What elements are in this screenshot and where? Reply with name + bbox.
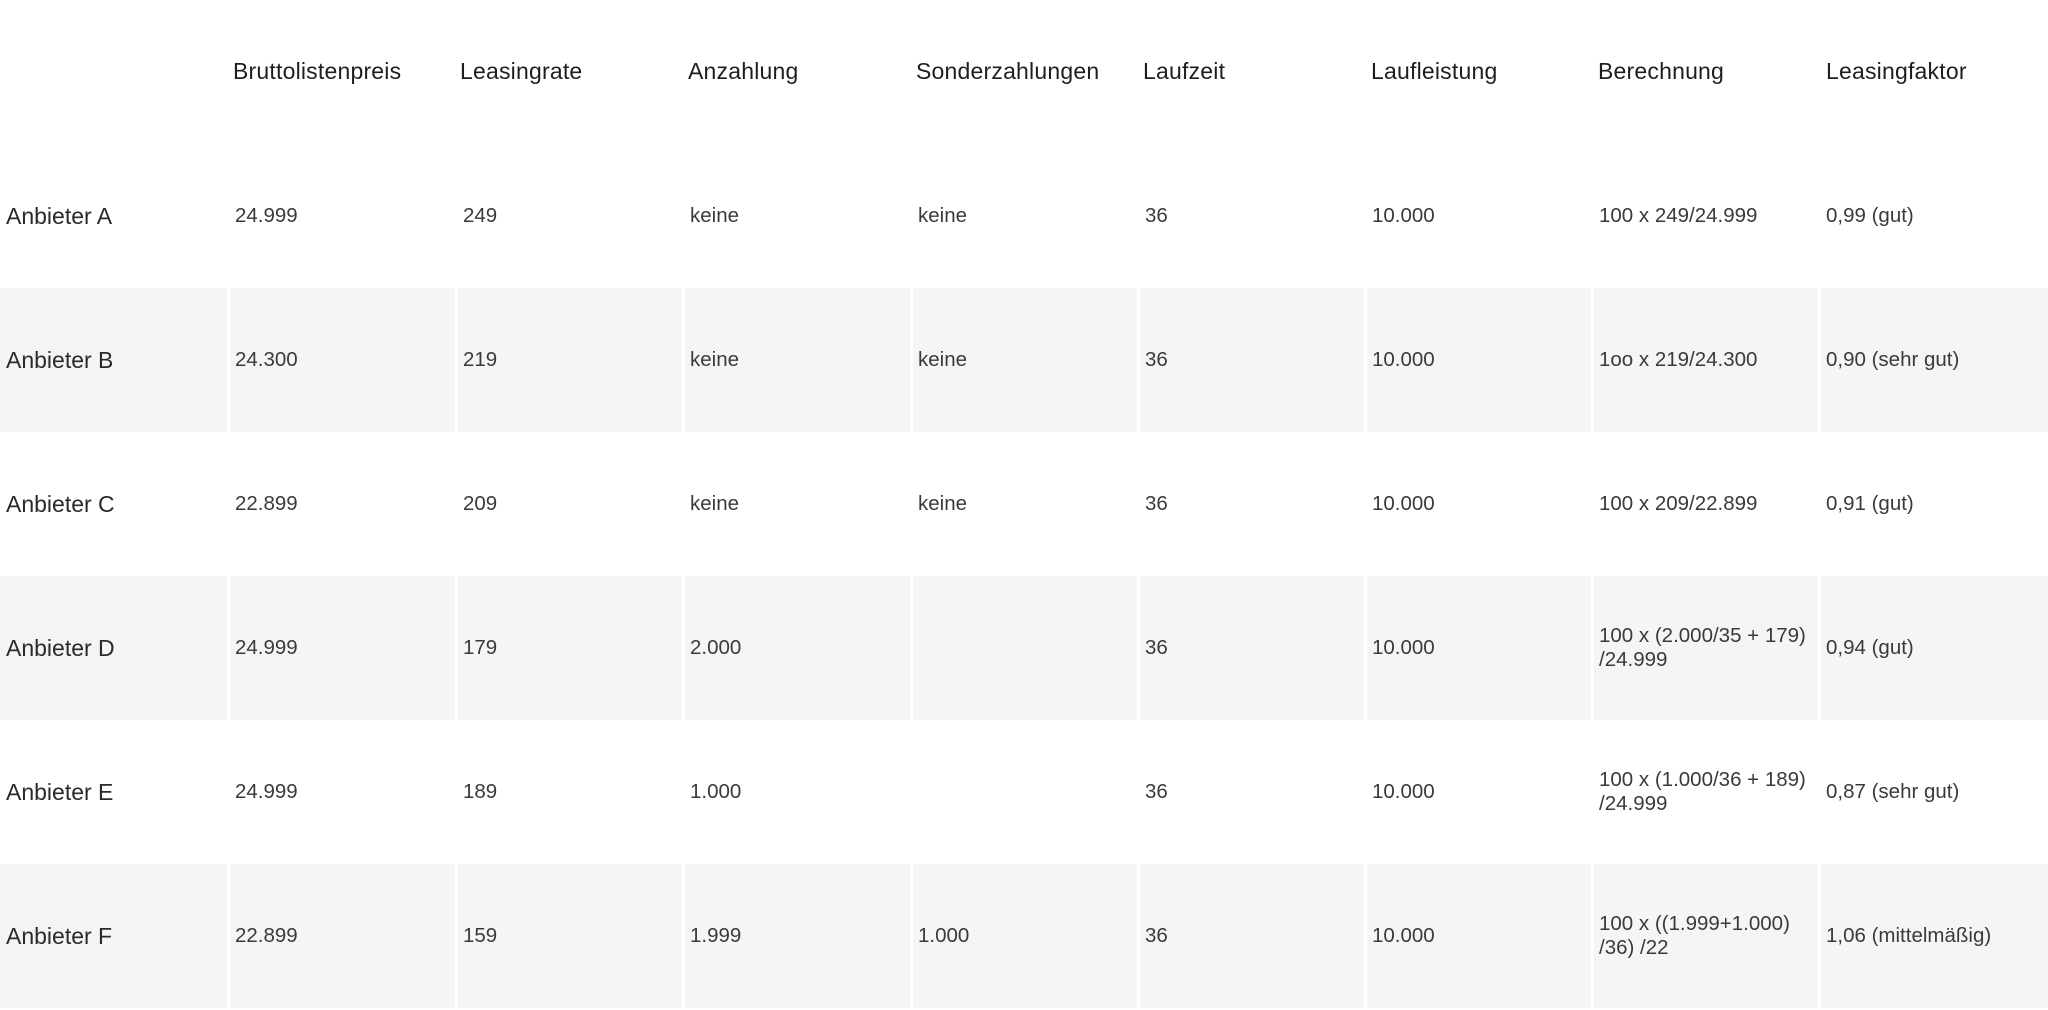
column-header-anzahlung: Anzahlung (688, 58, 799, 84)
cell-laufzeit: 36 (1140, 864, 1364, 1008)
cell-leasingfaktor: 0,87 (sehr gut) (1826, 780, 1960, 803)
cell-laufzeit: 36 (1145, 204, 1168, 227)
cell-sonderzahlungen: keine (918, 492, 968, 515)
cell-anzahlung: keine (690, 204, 740, 227)
column-header-berechnung: Berechnung (1598, 58, 1725, 84)
row-label-anbieter: Anbieter F (0, 864, 227, 1008)
column-header-laufzeit: Laufzeit (1143, 58, 1226, 84)
cell-laufzeit: 36 (1140, 288, 1364, 432)
row-label-anbieter: Anbieter A (6, 203, 113, 229)
table-header-row (0, 0, 2048, 144)
row-label-anbieter: Anbieter E (6, 779, 114, 805)
cell-leasingrate: 219 (458, 288, 682, 432)
cell-bruttolistenpreis: 24.999 (235, 204, 298, 227)
cell-leasingrate: 189 (463, 780, 498, 803)
cell-berechnung: 100 x 209/22.899 (1599, 492, 1758, 515)
column-header-leasingrate: Leasingrate (460, 58, 583, 84)
cell-laufleistung: 10.000 (1367, 288, 1591, 432)
cell-leasingfaktor: 0,90 (sehr gut) (1821, 288, 2048, 432)
cell-sonderzahlungen: 1.000 (913, 864, 1137, 1008)
cell-sonderzahlungen (913, 576, 1137, 720)
cell-sonderzahlungen (913, 720, 1137, 864)
cell-laufleistung: 10.000 (1367, 576, 1591, 720)
cell-bruttolistenpreis: 22.899 (230, 864, 455, 1008)
row-label-anbieter: Anbieter D (0, 576, 227, 720)
cell-sonderzahlungen: keine (913, 288, 1137, 432)
column-header-bruttolistenpreis: Bruttolistenpreis (233, 58, 402, 84)
table-row (0, 576, 2048, 720)
table-row (0, 720, 2048, 864)
cell-leasingfaktor: 0,94 (gut) (1821, 576, 2048, 720)
cell-anzahlung: keine (690, 492, 740, 515)
cell-berechnung: 100 x 249/24.999 (1599, 204, 1758, 227)
cell-bruttolistenpreis: 24.300 (230, 288, 455, 432)
row-label-anbieter: Anbieter C (6, 491, 115, 517)
cell-leasingfaktor: 0,99 (gut) (1826, 204, 1914, 227)
cell-laufleistung: 10.000 (1372, 492, 1435, 515)
cell-laufleistung: 10.000 (1367, 864, 1591, 1008)
cell-leasingrate: 179 (458, 576, 682, 720)
cell-leasingfaktor: 0,91 (gut) (1826, 492, 1914, 515)
cell-laufzeit: 36 (1140, 576, 1364, 720)
cell-laufleistung: 10.000 (1372, 780, 1435, 803)
cell-anzahlung: 1.000 (690, 780, 742, 803)
cell-anzahlung: 2.000 (685, 576, 910, 720)
cell-berechnung: 1oo x 219/24.300 (1594, 288, 1818, 432)
cell-bruttolistenpreis: 24.999 (230, 576, 455, 720)
column-header-laufleistung: Laufleistung (1371, 58, 1498, 84)
cell-laufleistung: 10.000 (1372, 204, 1435, 227)
cell-anzahlung: keine (685, 288, 910, 432)
cell-berechnung: 100 x (2.000/35 + 179) /24.999 (1594, 576, 1818, 720)
table-row (0, 144, 2048, 288)
cell-leasingrate: 209 (463, 492, 498, 515)
column-header-sonderzahlungen: Sonderzahlungen (916, 58, 1100, 84)
table-row (0, 288, 2048, 432)
cell-berechnung: 100 x (1.000/36 + 189) /24.999 (1599, 768, 1806, 815)
cell-anzahlung: 1.999 (685, 864, 910, 1008)
table-row (0, 432, 2048, 576)
cell-leasingfaktor: 1,06 (mittelmäßig) (1821, 864, 2048, 1008)
cell-leasingrate: 249 (463, 204, 498, 227)
cell-bruttolistenpreis: 22.899 (235, 492, 298, 515)
cell-sonderzahlungen: keine (918, 204, 968, 227)
cell-bruttolistenpreis: 24.999 (235, 780, 298, 803)
table-row (0, 864, 2048, 1008)
cell-leasingrate: 159 (458, 864, 682, 1008)
cell-berechnung: 100 x ((1.999+1.000) /36) /22 (1594, 864, 1818, 1008)
cell-laufzeit: 36 (1145, 492, 1168, 515)
column-header-leasingfaktor: Leasingfaktor (1826, 58, 1967, 84)
row-label-anbieter: Anbieter B (0, 288, 227, 432)
cell-laufzeit: 36 (1145, 780, 1168, 803)
